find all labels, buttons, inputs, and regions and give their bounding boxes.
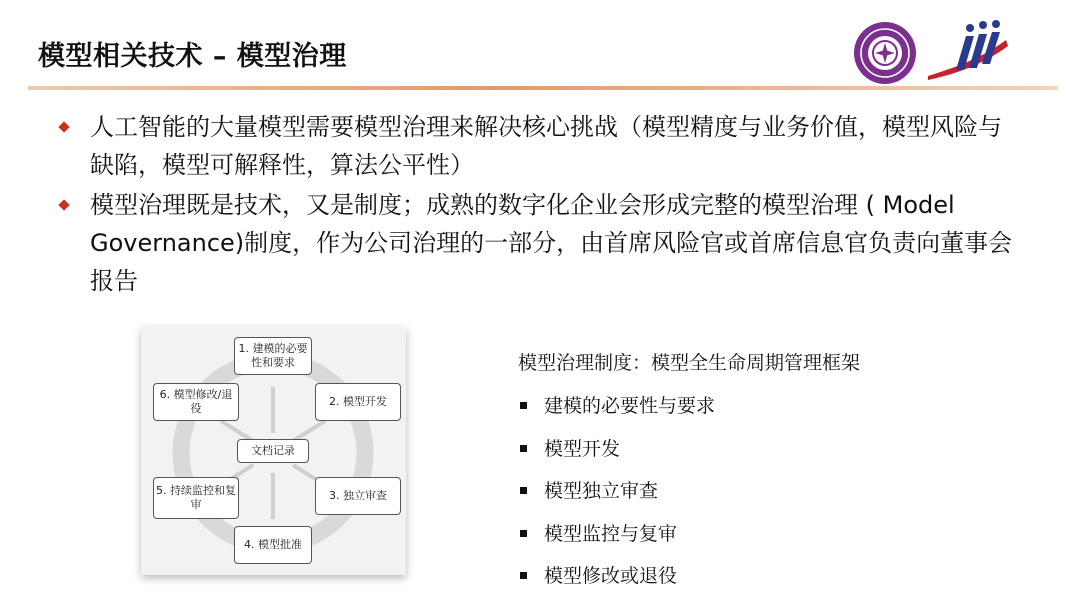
lifecycle-diagram [141,327,406,575]
framework-list [518,348,860,606]
framework-title: 模型治理制度：模型全生命周期管理框架 [518,352,861,374]
framework-item: 建模的必要性与要求 [518,393,860,436]
bullet-item [60,186,1020,300]
lifecycle-node-monitoring: 5. 持续监控和复审 [153,477,239,519]
lifecycle-center-documentation: 文档记录 [237,439,309,463]
lifecycle-node-requirements: 1. 建模的必要性和要求 [234,337,312,375]
lifecycle-node-development: 2. 模型开发 [315,383,401,421]
framework-item: 模型独立审查 [518,478,860,521]
slide-title: 模型相关技术 – 模型治理 [38,41,347,72]
square-bullet-icon [520,487,527,494]
square-bullet-icon [520,530,527,537]
bullet-diamond-icon [58,121,69,132]
framework-item: 模型修改或退役 [518,563,860,606]
square-bullet-icon [520,402,527,409]
bullet-item [60,108,1020,184]
institute-logo [924,18,1010,82]
university-seal-logo [852,20,918,86]
bullet-text: 人工智能的大量模型需要模型治理来解决核心挑战（模型精度与业务价值，模型风险与缺陷，模型可解释性，算法公平性） [90,113,1002,179]
bullet-diamond-icon [58,199,69,210]
lifecycle-node-review: 3. 独立审查 [315,477,401,515]
lifecycle-node-retirement: 6. 模型修改/退役 [153,383,239,421]
framework-item: 模型开发 [518,436,860,479]
square-bullet-icon [520,445,527,452]
title-divider [28,86,1058,90]
bullet-text: 模型治理既是技术，又是制度；成熟的数字化企业会形成完整的模型治理 ( Model Governance)制度，作为公司治理的一部分，由首席风险官或首席信息官负责向董事会报告 [90,191,1013,295]
lifecycle-node-approval: 4. 模型批准 [234,526,312,564]
bullet-list [60,108,1020,302]
framework-item: 模型监控与复审 [518,521,860,564]
square-bullet-icon [520,572,527,579]
